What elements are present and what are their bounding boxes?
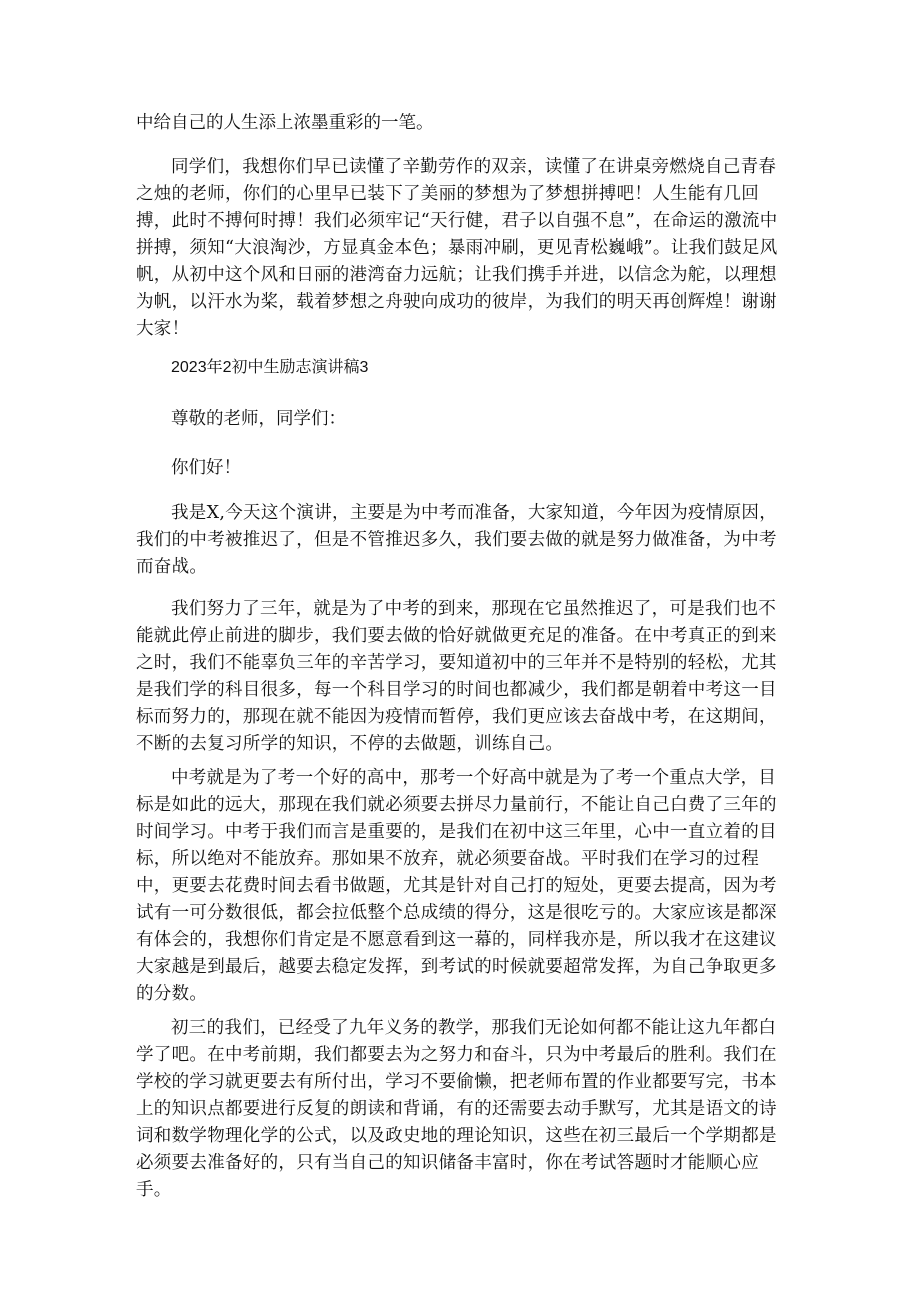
paragraph-1: 我是X,今天这个演讲，主要是为中考而准备，大家知道，今年因为疫情原因，我们的中考被推迟了，但是不管推迟多久，我们要去做的就是努力做准备，为中考而奋战。 <box>136 503 778 577</box>
paragraph-intro-end: 中给自己的人生添上浓墨重彩的一笔。 <box>136 113 434 133</box>
paragraph-4: 初三的我们，已经受了九年义务的教学，那我们无论如何都不能让这九年都白学了吧。在中考前期，我们都要去为之努力和奋斗，只为中考最后的胜利。我们在学校的学习就更要去有所付出，学习不要偷懒，把老师布置的作业都要写完，书本上的知识点都要进行反复的朗读和背诵，有的还需要去动手默写，尤其是语文的诗词和数学物理化学的公式，以及政史地的理论知识，这些在初三最后一个学期都是必须要去准备好的，只有当自己的知识储备丰富时，你在考试答题时才能顺心应手。 <box>136 1018 777 1200</box>
salutation: 尊敬的老师，同学们： <box>171 409 346 429</box>
section-heading: 2023年2初中生励志演讲稿3 <box>171 359 369 376</box>
paragraph-2: 我们努力了三年，就是为了中考的到来，那现在它虽然推迟了，可是我们也不能就此停止前进的脚步，我们要去做的恰好就做更充足的准备。在中考真正的到来之时，我们不能辜负三年的辛苦学习，要知道初中的三年并不是特别的轻松，尤其是我们学的科目很多，每一个科目学习的时间也都减少，我们都是朝着中考这一目标而努力的，那现在就不能因为疫情而暂停，我们更应该去奋战中考，在这期间，不断的去复习所学的知识，不停的去做题，训练自己。 <box>136 599 777 754</box>
paragraph-3: 中考就是为了考一个好的高中，那考一个好高中就是为了考一个重点大学，目标是如此的远大，那现在我们就必须要去拼尽力量前行，不能让自己白费了三年的时间学习。中考于我们而言是重要的，是我们在初中这三年里，心中一直立着的目标，所以绝对不能放弃。那如果不放弃，就必须要奋战。平时我们在学习的过程中，更要去花费时间去看书做题，尤其是针对自己打的短处，更要去提高，因为考试有一可分数很低，都会拉低整个总成绩的得分，这是很吃亏的。大家应该是都深有体会的，我想你们肯定是不愿意看到这一幕的，同样我亦是，所以我才在这建议大家越是到最后，越要去稳定发挥，到考试的时候就要超常发挥，为自己争取更多的分数。 <box>136 768 777 1004</box>
greeting: 你们好！ <box>171 458 241 478</box>
paragraph-classmates: 同学们，我想你们早已读懂了辛勤劳作的双亲，读懂了在讲桌旁燃烧自己青春之烛的老师，你们的心里早已装下了美丽的梦想为了梦想拼搏吧！人生能有几回搏，此时不搏何时搏！我们必须牢记“天行健，君子以自强不息”，在命运的激流中拼搏，须知“大浪淘沙，方显真金本色；暴雨冲刷，更见青松巍峨”。让我们鼓足风帆，从初中这个风和日丽的港湾奋力远航；让我们携手并进，以信念为舵，以理想为帆，以汗水为桨，载着梦想之舟驶向成功的彼岸，为我们的明天再创辉煌！谢谢大家！ <box>136 157 778 339</box>
